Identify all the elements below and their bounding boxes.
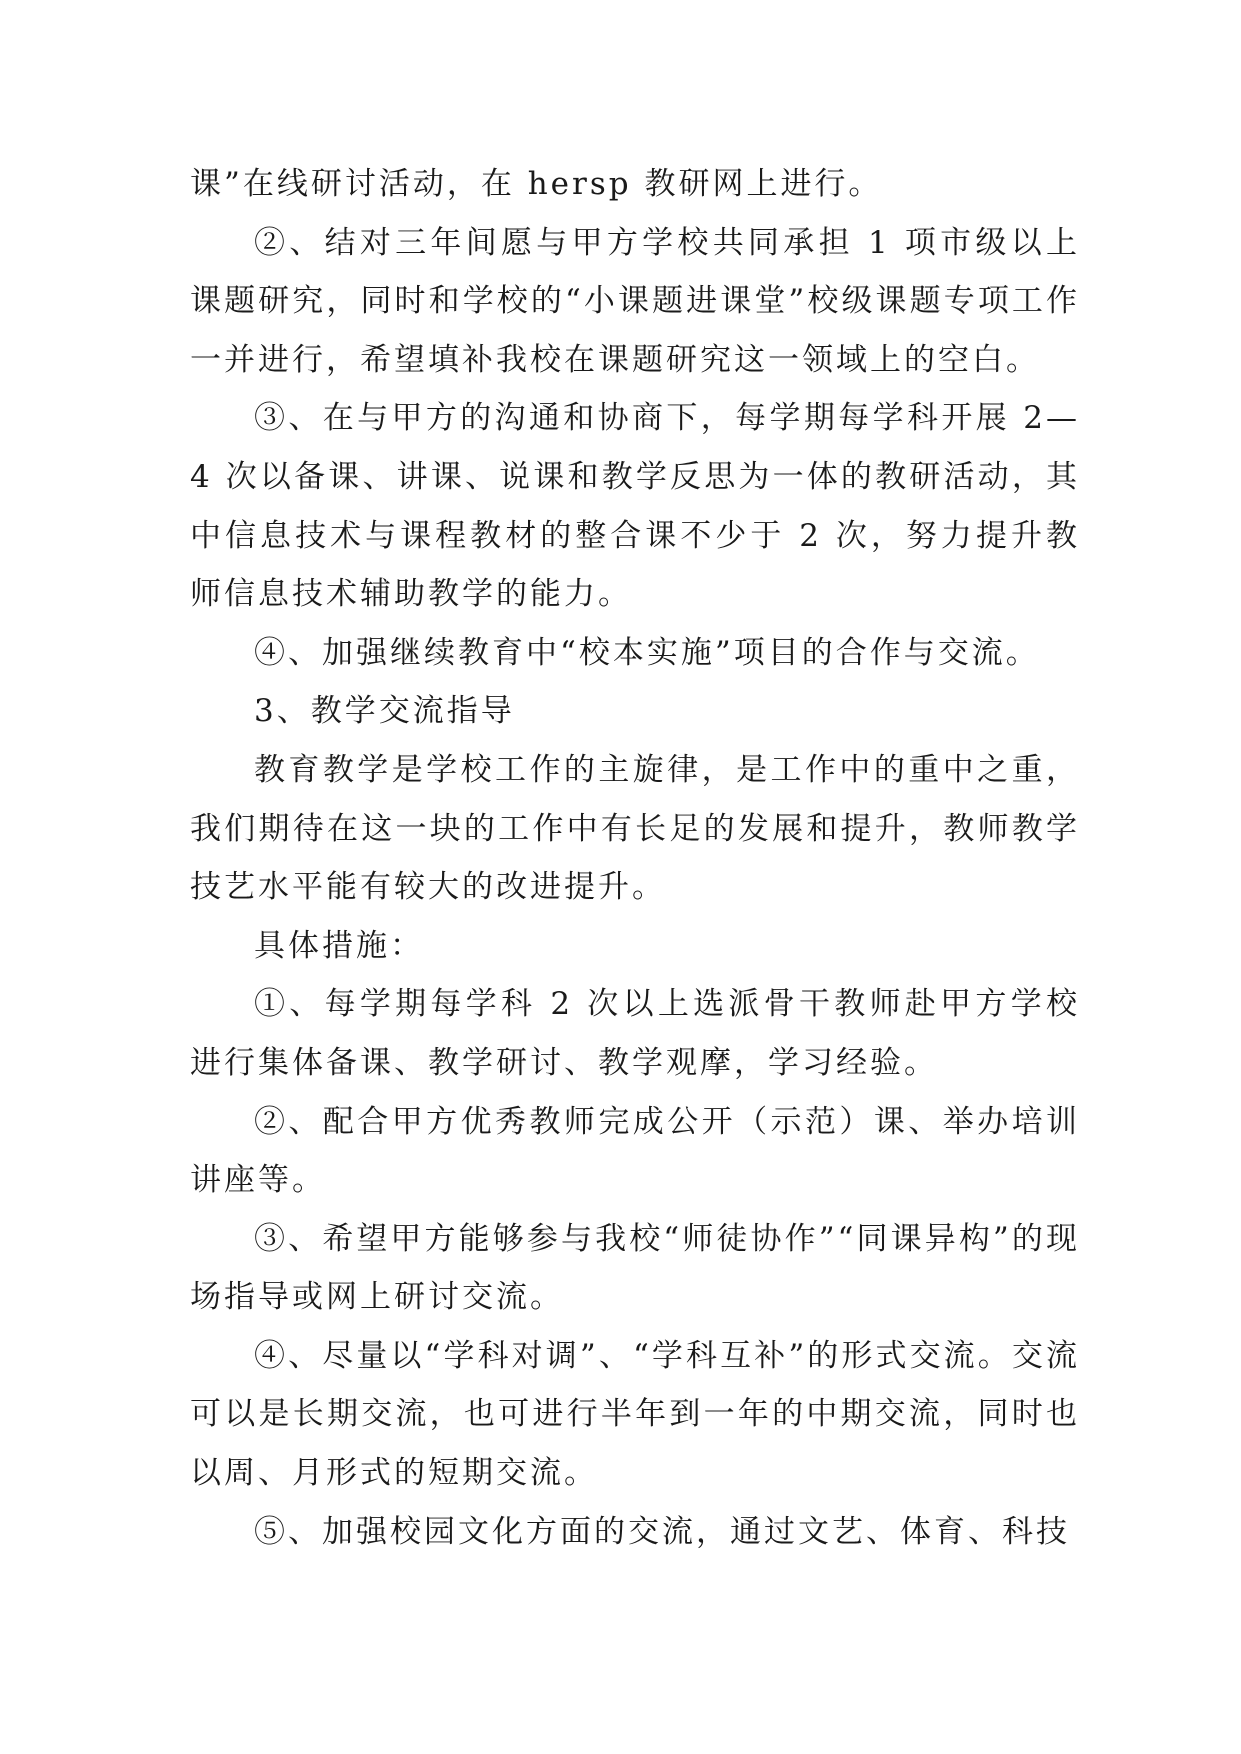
paragraph-measure-1: ①、每学期每学科 2 次以上选派骨干教师赴甲方学校进行集体备课、教学研讨、教学观摩，学习经验。 [190,986,1080,1081]
paragraph-measure-2: ②、配合甲方优秀教师完成公开（示范）课、举办培训讲座等。 [190,1103,1080,1199]
paragraph-teaching-research-activities: ③、在与甲方的沟通和协商下，每学期每学科开展 2—4 次以备课、讲课、说课和教学反思为一体的教研活动，其中信息技术与课程教材的整合课不少于 2 次，努力提升教师信息技术辅助教学的能力。 [190,400,1080,613]
document-body [190,155,1080,1561]
paragraph-research-project: ②、结对三年间愿与甲方学校共同承担 1 项市级以上课题研究，同时和学校的“小课题进课堂”校级课题专项工作一并进行，希望填补我校在课题研究这一领域上的空白。 [190,224,1080,378]
paragraph-continuing-education: ④、加强继续教育中“校本实施”项目的合作与交流。 [254,634,1040,671]
section-heading-teaching-exchange: 3、教学交流指导 [254,693,515,730]
paragraph-specific-measures: 具体措施： [254,927,424,964]
paragraph-education-main-theme: 教育教学是学校工作的主旋律，是工作中的重中之重，我们期待在这一块的工作中有长足的发展和提升，教师教学技艺水平能有较大的改进提升。 [190,751,1080,906]
paragraph-measure-3: ③、希望甲方能够参与我校“师徒协作”“同课异构”的现场指导或网上研讨交流。 [190,1220,1080,1316]
paragraph-measure-5: ⑤、加强校园文化方面的交流，通过文艺、体育、科技 [254,1513,1070,1550]
paragraph-continuation: 课”在线研讨活动，在 hersp 教研网上进行。 [190,166,883,202]
paragraph-measure-4: ④、尽量以“学科对调”、“学科互补”的形式交流。交流可以是长期交流，也可进行半年到一年的中期交流，同时也以周、月形式的短期交流。 [190,1337,1080,1492]
